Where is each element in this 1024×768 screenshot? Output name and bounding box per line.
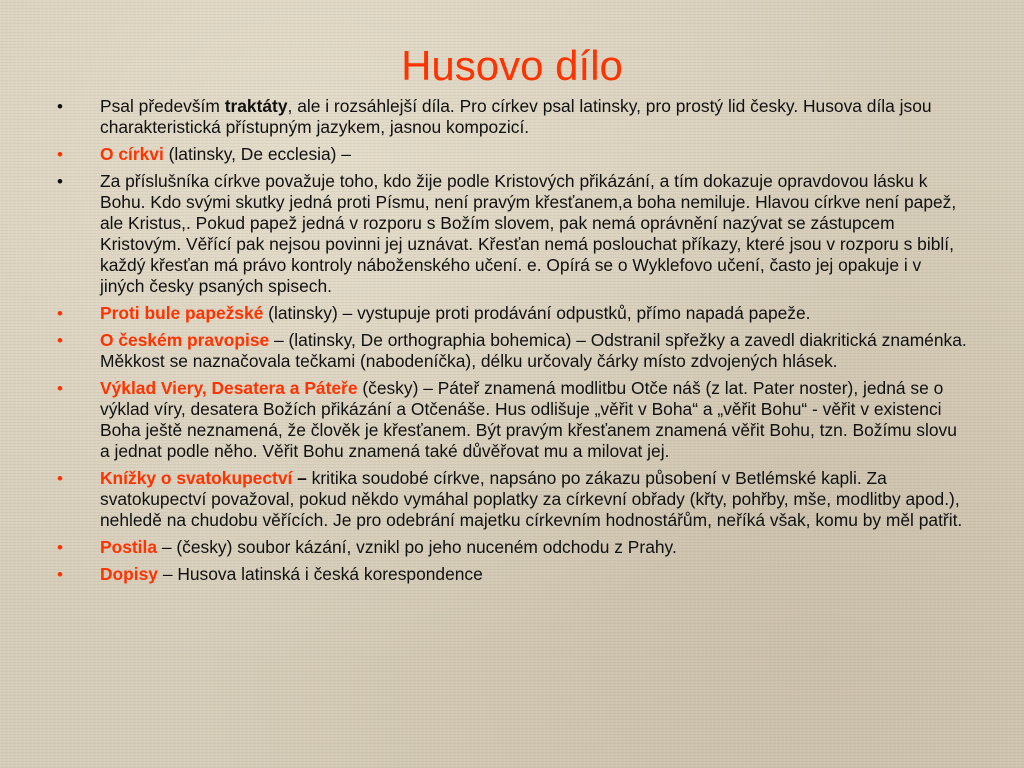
item-text: kritika soudobé církve, napsáno po zákazu působení v Betlémské kapli. Za svatokupectví považoval, pokud někdo vymáhal poplatky za církevní obřady (křty, pohřby, mše, modlitby apod.), nehledě na chudobu věřících. Je pro odebrání majetku církevním hodnostářům, neříká však, komu by měl patřit. — [100, 468, 963, 530]
list-item — [57, 96, 969, 138]
list-item — [57, 537, 969, 558]
item-keyword: Proti bule papežské — [100, 303, 264, 323]
bullet-icon: • — [57, 304, 63, 323]
item-text: – (česky) soubor kázání, vznikl po jeho nuceném odchodu z Prahy. — [157, 537, 677, 557]
list-item — [57, 330, 969, 372]
item-text: (česky) – Páteř znamená modlitbu Otče náš (z lat. Pater noster), jedná se o výklad víry, desatera Božích přikázání a Otčenáše. Hus odlišuje „věřit v Boha“ a „věřit Bohu“ - věřit v existenci Boha ještě neznamená, že člověk je křesťanem. Být pravým křesťanem znamená věřit Bohu, tzn. Božímu slovu a jednat podle něho. Věřit Bohu znamená také důvěřovat mu a milovat jej. — [100, 378, 957, 461]
bullet-icon: • — [57, 469, 63, 488]
list-item — [57, 171, 969, 297]
list-item — [57, 144, 969, 165]
item-text: – Husova latinská i česká korespondence — [157, 564, 483, 584]
bullet-icon: • — [57, 565, 63, 584]
item-text: (latinsky) – vystupuje proti prodávání odpustků, přímo napadá papeže. — [263, 303, 811, 323]
item-keyword: Knížky o svatokupectví — [100, 468, 293, 488]
list-item — [57, 468, 969, 531]
item-dash: – — [292, 468, 307, 488]
item-text-pre: Psal především — [100, 96, 225, 116]
bullet-icon: • — [57, 379, 63, 398]
item-keyword: Postila — [100, 537, 158, 557]
item-text: Za příslušníka církve považuje toho, kdo žije podle Kristových přikázání, a tím dokazuje opravdovou lásku k Bohu. Kdo svými skutky jedná proti Písmu, není pravým křesťanem,a boha nemiluje. Hlavou církve není papež, ale Kristus,. Pokud papež jedná v rozporu s Božím slovem, pak nemá oprávnění nazývat se zástupcem Kristovým. Věřící pak nejsou povinni jej uznávat. Křesťan nemá poslouchat příkazy, které jsou v rozporu s biblí, každý křesťan má právo kontroly náboženského učení. e. Opírá se o Wyklefovo učení, často jej opakuje i v jiných česky psaných spisech. — [100, 171, 957, 296]
bullet-icon: • — [57, 145, 63, 164]
item-keyword-bold: traktáty — [224, 96, 288, 116]
list-item — [57, 564, 969, 585]
item-text: , ale i rozsáhlejší díla. Pro církev psal latinsky, pro prostý lid česky. Husova díla jsou charakteristická přístupným jazykem, jasnou kompozicí. — [100, 96, 932, 137]
item-keyword: Dopisy — [100, 564, 158, 584]
bullet-list — [57, 96, 969, 591]
bullet-icon: • — [57, 538, 63, 557]
bullet-icon: • — [57, 331, 63, 350]
bullet-icon: • — [57, 172, 63, 191]
list-item — [57, 303, 969, 324]
item-keyword: Výklad Viery, Desatera a Páteře — [100, 378, 358, 398]
bullet-icon: • — [57, 97, 63, 116]
item-text: – (latinsky, De orthographia bohemica) – Odstranil spřežky a zavedl diakritická znaménka. Měkkost se naznačovala tečkami (nabodeníčka), délku určovaly čárky místo zdvojených hlásek. — [100, 330, 967, 371]
slide-title: Husovo dílo — [401, 42, 623, 89]
item-keyword: O církvi — [100, 144, 164, 164]
item-text: (latinsky, De ecclesia) – — [163, 144, 351, 164]
list-item — [57, 378, 969, 462]
item-keyword: O českém pravopise — [100, 330, 270, 350]
